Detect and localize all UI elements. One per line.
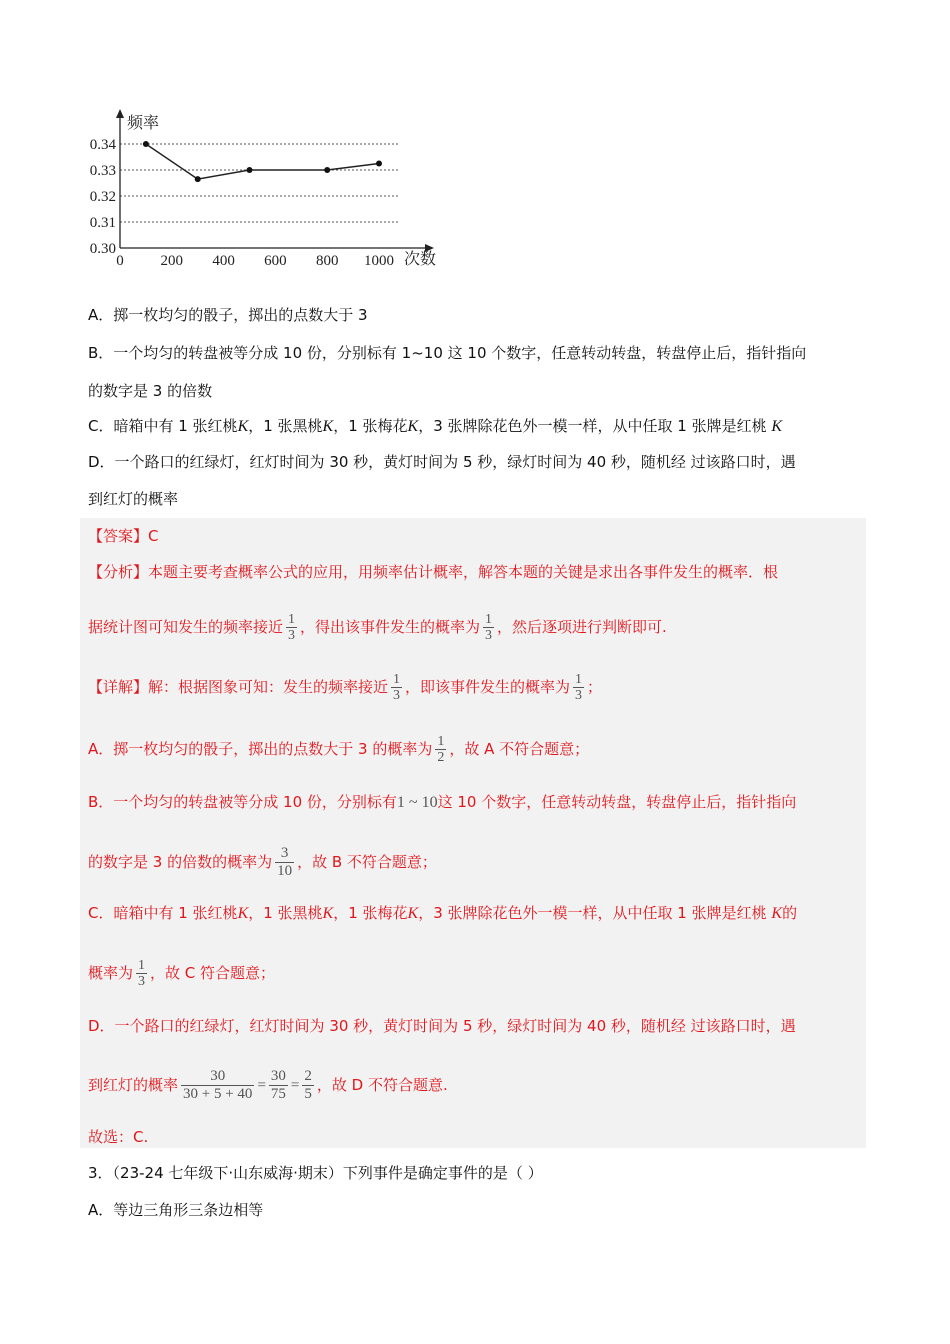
numerator: 1 [138, 958, 146, 973]
analysis-tag: 【分析】 [88, 563, 149, 581]
answer-value: C [148, 527, 159, 545]
detail-c-text: 概率为 [88, 964, 134, 982]
detail-c-text: ，1 张黑桃 [248, 904, 323, 922]
var-k: K [407, 418, 419, 435]
fraction-two-fifths [302, 1068, 314, 1103]
x-tick-label: 800 [315, 253, 339, 269]
fraction-one-third [573, 672, 584, 703]
denominator: 10 [277, 863, 293, 879]
detail-c-text: ，3 张牌除花色外一模一样，从中任取 1 张牌是红桃 [418, 904, 767, 922]
question-3-stem [88, 1163, 543, 1183]
var-k: K [407, 905, 419, 922]
detail-a-text: A．掷一枚均匀的骰子，掷出的点数大于 3 的概率为 [88, 740, 433, 758]
y-tick-label: 0.30 [89, 241, 116, 257]
detail-c-text: ，1 张梅花 [333, 904, 408, 922]
data-point [195, 176, 201, 182]
x-axis-label: 次数 [404, 249, 437, 268]
option-c-text: ，1 张梅花 [333, 417, 408, 435]
chart-points [143, 141, 382, 182]
numerator: 30 [270, 1068, 286, 1084]
denominator: 3 [288, 628, 296, 643]
numerator: 1 [485, 612, 493, 627]
analysis-text: 据统计图可知发生的频率接近 [88, 618, 284, 636]
fraction-three-tenths [275, 845, 294, 880]
detail-d-text: D．一个路口的红绿灯，红灯时间为 30 秒，黄灯时间为 5 秒，绿灯时间为 40 秒，随机经 过该路口时，遇 [88, 1017, 796, 1035]
x-tick-label: 1000 [364, 253, 394, 269]
detail-c-line2 [88, 956, 275, 990]
conclusion-text: 故选：C. [88, 1128, 149, 1146]
detail-d-text: 到红灯的概率 [88, 1076, 179, 1094]
equals-sign: = [290, 1077, 300, 1094]
analysis-line1 [88, 562, 778, 582]
denominator: 3 [575, 688, 583, 703]
denominator: 75 [270, 1086, 286, 1102]
numerator: 3 [280, 845, 289, 861]
detail-text: ，即该事件发生的概率为 [405, 678, 571, 696]
range-1-10: 1 ~ 10 [396, 794, 438, 811]
detail-d-line1 [88, 1016, 796, 1036]
option-b-text: B．一个均匀的转盘被等分成 10 份，分别标有 1~10 这 10 个数字，任意转动转盘，转盘停止后，指针指向 [88, 344, 807, 362]
option-c-text: ，1 张黑桃 [248, 417, 323, 435]
detail-d-line2 [88, 1062, 448, 1109]
detail-c-text: ，故 C 符合题意； [150, 964, 276, 982]
var-k: K [322, 418, 334, 435]
detail-text: ； [587, 678, 603, 696]
var-k: K [322, 905, 334, 922]
fraction-30-over-sum [181, 1068, 254, 1103]
x-tick-label: 200 [160, 253, 184, 269]
chart-tick-labels [90, 137, 394, 269]
denominator: 3 [138, 974, 146, 989]
detail-tag: 【详解】 [88, 678, 149, 696]
x-tick-label: 0 [116, 253, 124, 269]
detail-text: 解：根据图象可知：发生的频率接近 [148, 678, 389, 696]
analysis-line2 [88, 610, 667, 644]
var-k: K [237, 418, 249, 435]
fraction-one-half [435, 734, 446, 765]
numerator: 1 [437, 734, 445, 749]
analysis-text: ，然后逐项进行判断即可. [497, 618, 667, 636]
data-point [247, 167, 253, 173]
denominator: 3 [393, 688, 401, 703]
equals-sign: = [257, 1077, 266, 1094]
option-c-text: ，3 张牌除花色外一模一样，从中任取 1 张牌是红桃 [418, 417, 767, 435]
y-tick-label: 0.31 [89, 215, 116, 231]
analysis-text: ，得出该事件发生的概率为 [300, 618, 481, 636]
y-axis-label: 频率 [127, 113, 160, 132]
numerator: 1 [393, 672, 401, 687]
option-a [88, 305, 368, 325]
detail-c-line1 [88, 903, 797, 924]
detail-a-text: ，故 A 不符合题意； [449, 740, 590, 758]
numerator: 30 [210, 1068, 226, 1084]
y-tick-label: 0.34 [89, 137, 116, 153]
detail-b-text: 这 10 个数字，任意转动转盘，转盘停止后，指针指向 [437, 793, 797, 811]
x-tick-label: 600 [264, 253, 287, 269]
answer-line [88, 526, 159, 546]
detail-a-line [88, 732, 589, 766]
option-b-line1 [88, 343, 806, 363]
option-b-line2 [88, 381, 212, 401]
detail-line1 [88, 670, 602, 704]
denominator: 2 [437, 750, 445, 765]
x-tick-label: 400 [212, 253, 235, 269]
option-a-text: A．掷一枚均匀的骰子，掷出的点数大于 3 [88, 306, 368, 324]
fraction-one-third [391, 672, 402, 703]
option-d-text: D．一个路口的红绿灯，红灯时间为 30 秒，黄灯时间为 5 秒，绿灯时间为 40 秒，随机经 过该路口时，遇 [88, 453, 796, 471]
option-d-line1 [88, 452, 796, 472]
numerator: 1 [575, 672, 583, 687]
y-tick-label: 0.32 [89, 189, 116, 205]
analysis-text: 本题主要考查概率公式的应用，用频率估计概率，解答本题的关键是求出各事件发生的概率．根 [148, 563, 779, 581]
denominator: 5 [304, 1086, 312, 1102]
detail-c-text: 的 [782, 904, 798, 922]
option-c [88, 416, 782, 437]
option-d-text-cont: 到红灯的概率 [88, 490, 179, 508]
y-tick-label: 0.33 [89, 163, 116, 179]
question-3-option-a [88, 1200, 263, 1220]
denominator: 3 [485, 628, 493, 643]
fraction-one-third [286, 612, 297, 643]
detail-d-text: ，故 D 不符合题意. [316, 1076, 448, 1094]
data-point [324, 167, 330, 173]
detail-b-text: B．一个均匀的转盘被等分成 10 份，分别标有 [88, 793, 397, 811]
option-c-text: C．暗箱中有 1 张红桃 [88, 417, 238, 435]
option-d-line2 [88, 489, 178, 509]
denominator: 30 + 5 + 40 [183, 1086, 253, 1102]
frequency-line-chart [82, 106, 452, 276]
var-k: K [771, 418, 783, 435]
question-3-option-a-text: A．等边三角形三条边相等 [88, 1201, 264, 1219]
detail-b-line1 [88, 792, 796, 813]
detail-b-line2 [88, 842, 437, 882]
conclusion-line [88, 1127, 148, 1147]
option-b-text-cont: 的数字是 3 的倍数 [88, 382, 213, 400]
var-k: K [771, 905, 783, 922]
data-point [143, 141, 149, 147]
data-point [376, 161, 382, 167]
answer-tag: 【答案】 [88, 527, 149, 545]
fraction-one-third [483, 612, 494, 643]
numerator: 2 [304, 1068, 312, 1084]
chart-axes [116, 109, 434, 252]
detail-c-text: C．暗箱中有 1 张红桃 [88, 904, 238, 922]
numerator: 1 [288, 612, 296, 627]
fraction-one-third [136, 958, 147, 989]
detail-b-text: ，故 B 不符合题意； [297, 853, 437, 871]
detail-b-text: 的数字是 3 的倍数的概率为 [88, 853, 273, 871]
chart-series-line [146, 144, 379, 179]
fraction-30-75 [269, 1068, 288, 1103]
var-k: K [237, 905, 249, 922]
question-3-text: 3．（23-24 七年级下·山东威海·期末）下列事件是确定事件的是（ ） [88, 1164, 543, 1182]
